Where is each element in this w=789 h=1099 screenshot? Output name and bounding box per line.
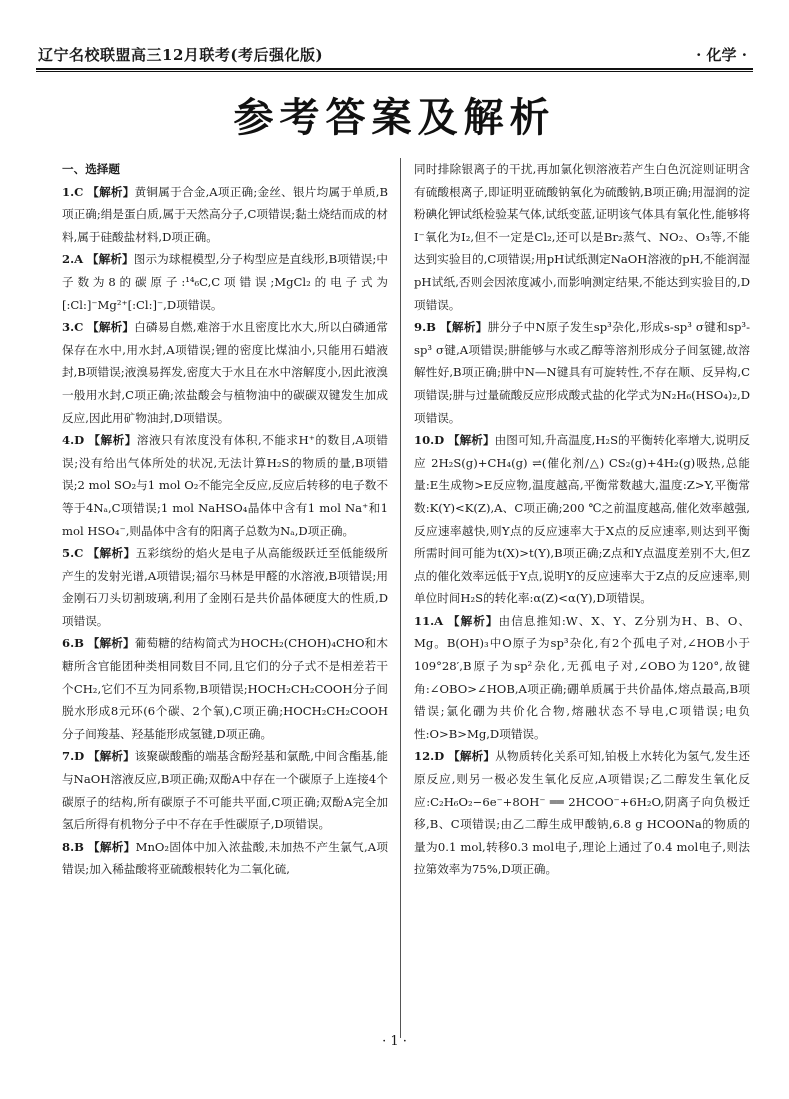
left-column [62,158,388,1038]
question-number: 1. [62,184,75,199]
question-number: 7. [62,749,75,764]
question-number: 10. [414,433,435,448]
answer-letter: C [74,546,84,561]
answer-letter: C [74,320,84,335]
analysis-tag: 【解析】 [87,749,135,764]
answer-item [62,632,388,745]
analysis-text: 由信息推知:W、X、Y、Z分别为H、B、O、Mg。B(OH)₃中O原子为sp³杂化,有2个孤电子对,∠HOB小于109°28′,B原子为sp²杂化,无孤电子对,∠OBO为120°,故键角:∠OBO>∠HOB,A项正确;硼单质属于共价晶体,熔点最高,B项错误;氯化硼为共价化合物,熔融状态不导电,C项错误;电负性:O>B>Mg,D项错误。 [414,613,750,741]
analysis-tag: 【解析】 [87,636,135,651]
answer-item [62,181,388,249]
question-number: 4. [62,433,75,448]
analysis-text: 同时排除银离子的干扰,再加氯化钡溶液若产生白色沉淀则证明含有硫酸根离子,即证明亚硫酸钠氧化为硫酸钠,B项正确;用湿润的淀粉碘化钾试纸检验某气体,试纸变蓝,证明该气体具有氧化性,能够将I⁻氧化为I₂,但不一定是Cl₂,还可以是Br₂蒸气、NO₂、O₃等,不能达到实验目的,C项错误;用pH试纸测定NaOH溶液的pH,不能润湿pH试纸,否则会因浓度减小,而影响测定结果,不能达到实验目的,D项错误。 [414,162,750,312]
analysis-tag: 【解析】 [87,184,135,199]
question-number: 2. [62,252,75,267]
answer-letter: C [74,184,84,199]
analysis-text: 从物质转化关系可知,铂极上水转化为氢气,发生还原反应,则另一极必发生氧化反应,A项错误;乙二醇发生氧化反应:C₂H₆O₂−6e⁻+8OH⁻ ══ 2HCOO⁻+6H₂O,阴离子向负极迁移,B、C项错误;由乙二醇生成甲酸钠,6.8 g HCOONa的物质的量为0.1 mol,转移0.3 mol电子,理论上通过了0.4 mol电子,则法拉第效率为75%,D项正确。 [414,749,750,877]
answer-letter: D [74,749,85,764]
column-divider [400,158,401,1038]
question-number: 11. [414,613,435,628]
answer-letter: D [434,433,445,448]
analysis-text: 图示为球棍模型,分子构型应是直线形,B项错误;中子数为8的碳原子:¹⁴₆C,C项错误;MgCl₂的电子式为[:Cl:]⁻Mg²⁺[:Cl:]⁻,D项错误。 [62,252,388,312]
question-number: 9. [414,320,427,335]
page-number: · 1 · [382,1034,407,1049]
analysis-text: 黄铜属于合金,A项正确;金丝、银片均属于单质,B项正确;绢是蛋白质,属于天然高分子,C项错误;黏土烧结而成的材料,属于硅酸盐材料,D项正确。 [62,184,388,244]
answer-letter: A [434,613,444,628]
right-answer-list [414,158,750,881]
page-title: 参考答案及解析 [233,95,556,141]
header-rule [36,68,753,70]
answer-item [62,316,388,429]
analysis-text: MnO₂固体中加入浓盐酸,未加热不产生氯气,A项错误;加入稀盐酸将亚硫酸根转化为二氧化硫, [62,839,388,877]
answer-item [414,316,750,429]
answer-letter: A [74,252,84,267]
answer-item [414,429,750,610]
section-title: 一、选择题 [62,162,120,176]
right-column [414,158,750,1038]
answer-item [414,158,750,316]
answer-letter: B [426,320,436,335]
analysis-tag: 【解析】 [87,320,135,335]
analysis-tag: 【解析】 [88,433,137,448]
subject-label: · 化学 · [696,46,747,64]
exam-title: 辽宁名校联盟高三12月联考(考后强化版) [38,46,324,64]
analysis-tag: 【解析】 [448,749,496,764]
analysis-text: 葡萄糖的结构简式为HOCH₂(CHOH)₄CHO和木糖所含官能团种类相同数目不同,且它们的分子式不是相差若干个CH₂,它们不互为同系物,B项错误;HOCH₂CH₂COOH分子间脱水形成8元环(6个碳、2个氧),C项正确;HOCH₂CH₂COOH分子间羧基、羟基能形成氢键,D项正确。 [62,636,388,741]
analysis-tag: 【解析】 [439,320,488,335]
analysis-text: 五彩缤纷的焰火是电子从高能级跃迁至低能级所产生的发射光谱,A项错误;福尔马林是甲醛的水溶液,B项错误;用金刚石刀头切割玻璃,利用了金刚石是共价晶体硬度大的性质,D项错误。 [62,546,388,628]
answer-item [62,836,388,881]
answer-item [62,745,388,835]
question-number: 8. [62,839,75,854]
header-rule-thin [36,71,753,72]
left-answer-list [62,181,388,881]
analysis-text: 肼分子中N原子发生sp³杂化,形成s-sp³ σ键和sp³-sp³ σ键,A项错误;肼能够与水或乙醇等溶剂形成分子间氢键,故溶解性好,B项正确;肼中N—N键具有可旋转性,不存在顺、反异构,C项错误;肼与过量硫酸反应形成酸式盐的化学式为N₂H₆(HSO₄)₂,D项错误。 [414,320,750,425]
question-number: 6. [62,636,75,651]
answer-letter: B [74,839,84,854]
analysis-tag: 【解析】 [447,613,499,628]
answer-letter: B [74,636,84,651]
analysis-text: 由图可知,升高温度,H₂S的平衡转化率增大,说明反应 2H₂S(g)+CH₄(g) ⇌(催化剂/△) CS₂(g)+4H₂(g)吸热,总能量:E生成物>E反应物,温度越高,平衡常数越大,温度:Z>Y,平衡常数:K(Y)<K(Z),A、C项正确;200 ℃之前温度越高,催化效率越强,反应速率越快,则Y点的反应速率大于X点的反应速率,则达到平衡所需时间可能为t(X)>t(Y),B项正确;Z点和Y点温度差别不大,但Z点的催化效率远低于Y点,说明Y的反应速率大于Z点的反应速率,则单位时间H₂S的转化率:α(Z)<α(Y),D项错误。 [414,433,750,606]
analysis-text: 溶液只有浓度没有体积,不能求H⁺的数目,A项错误;没有给出气体所处的状况,无法计算H₂S的物质的量,B项错误;2 mol SO₂与1 mol O₂不能完全反应,反应后转移的电子数不等于4Nₐ,C项错误;1 mol NaHSO₄晶体中含有1 mol Na⁺和1 mol HSO₄⁻,则晶体中含有的阳离子总数为Nₐ,D项正确。 [62,433,388,538]
analysis-tag: 【解析】 [87,839,136,854]
analysis-tag: 【解析】 [87,546,136,561]
analysis-text: 白磷易自燃,难溶于水且密度比水大,所以白磷通常保存在水中,用水封,A项错误;锂的密度比煤油小,只能用石蜡液封,B项错误;液溴易挥发,密度大于水且在水中溶解度小,因此液溴一般用水封,C项正确;浓盐酸会与植物油中的碳碳双键发生加成反应,因此用矿物油封,D项错误。 [62,320,388,425]
answer-item [414,610,750,746]
question-number: 3. [62,320,75,335]
analysis-text: 该聚碳酸酯的端基含酚羟基和氯酰,中间含酯基,能与NaOH溶液反应,B项正确;双酚A中存在一个碳原子上连接4个碳原子的结构,所有碳原子不可能共平面,C项正确;双酚A完全加氢后所得有机物分子中不存在手性碳原子,D项错误。 [62,749,388,832]
answer-letter: D [434,749,445,764]
answer-item [62,429,388,542]
answer-letter: D [74,433,85,448]
analysis-tag: 【解析】 [447,433,495,448]
question-number: 12. [414,749,435,764]
analysis-tag: 【解析】 [86,252,134,267]
answer-item [62,542,388,632]
answer-item [62,248,388,316]
answer-item [414,745,750,881]
question-number: 5. [62,546,75,561]
